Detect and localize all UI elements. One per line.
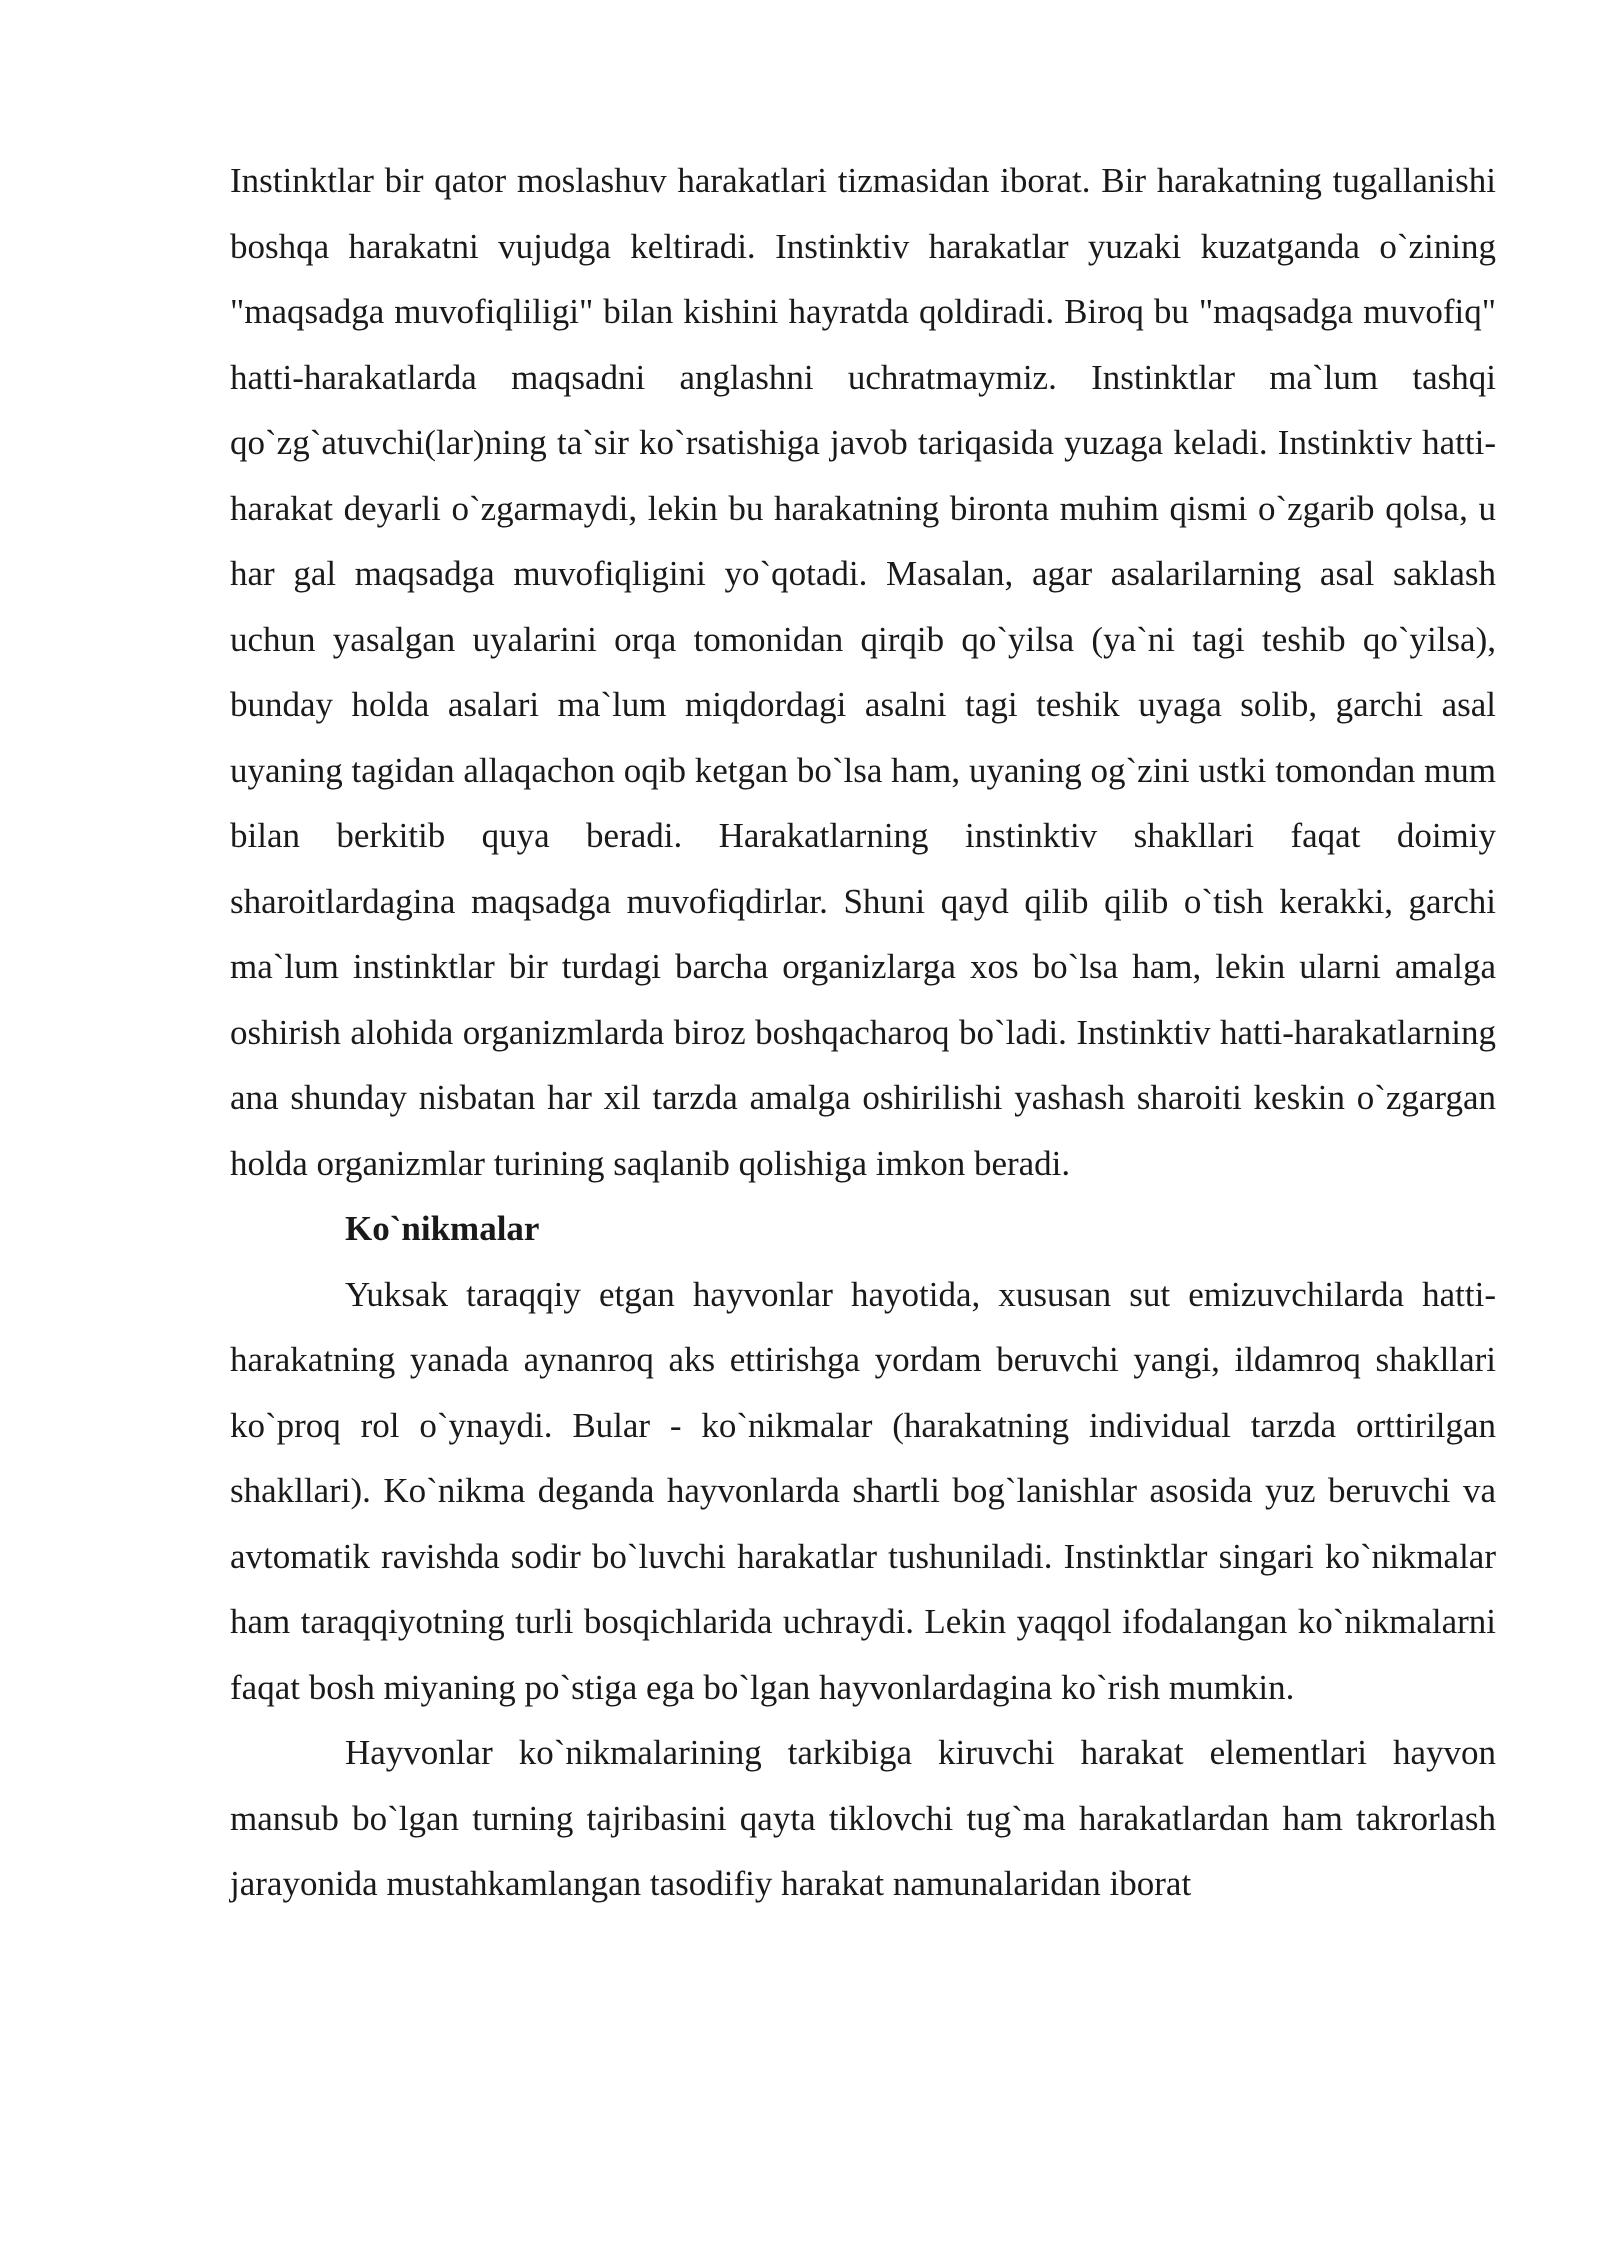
paragraph-skills: Yuksak taraqqiy etgan hayvonlar hayotida, xususan sut emizuvchilarda hatti-harakatning yanada aynanroq aks ettirishga yordam beruvchi yangi, ildamroq shakllari ko`proq rol o`ynaydi. Bular - ko`nikmalar (harakatning individual tarzda orttirilgan shakllari). Ko`nikma deganda hayvonlarda shartli bog`lanishlar asosida yuz beruvchi va avtomatik ravishda sodir bo`luvchi harakatlar tushuniladi. Instinktlar singari ko`nikmalar ham taraqqiyotning turli bosqichlarida uchraydi. Lekin yaqqol ifodalangan ko`nikmalarni faqat bosh miyaning po`stiga ega bo`lgan hayvonlardagina ko`rish mumkin.: [230, 1274, 1496, 1707]
section-heading-skills: Ko`nikmalar: [345, 1209, 540, 1248]
paragraph-instincts: Instinktlar bir qator moslashuv harakatlari tizmasidan iborat. Bir harakatning tugallanishi boshqa harakatni vujudga keltiradi. Instinktiv harakatlar yuzaki kuzatganda o`zining "maqsadga muvofiqliligi" bilan kishini hayratda qoldiradi. Biroq bu "maqsadga muvofiq" hatti-harakatlarda maqsadni anglashni uchratmaymiz. Instinktlar ma`lum tashqi qo`zg`atuvchi(lar)ning ta`sir ko`rsatishiga javob tariqasida yuzaga keladi. Instinktiv hatti-harakat deyarli o`zgarmaydi, lekin bu harakatning bironta muhim qismi o`zgarib qolsa, u har gal maqsadga muvofiqligini yo`qotadi. Masalan, agar asalarilarning asal saklash uchun yasalgan uyalarini orqa tomonidan qirqib qo`yilsa (ya`ni tagi teshib qo`yilsa), bunday holda asalari ma`lum miqdordagi asalni tagi teshik uyaga solib, garchi asal uyaning tagidan allaqachon oqib ketgan bo`lsa ham, uyaning og`zini ustki tomondan mum bilan berkitib quya beradi. Harakatlarning instinktiv shakllari faqat doimiy sharoitlardagina maqsadga muvofiqdirlar. Shuni qayd qilib qilib o`tish kerakki, garchi ma`lum instinktlar bir turdagi barcha organizlarga xos bo`lsa ham, lekin ularni amalga oshirish alohida organizmlarda biroz boshqacharoq bo`ladi. Instinktiv hatti-harakatlarning ana shunday nisbatan har xil tarzda amalga oshirilishi yashash sharoiti keskin o`zgargan holda organizmlar turining saqlanib qolishiga imkon beradi.: [230, 161, 1496, 1183]
paragraph-skill-elements: Hayvonlar ko`nikmalarining tarkibiga kiruvchi harakat elementlari hayvon mansub bo`lgan turning tajribasini qayta tiklovchi tug`ma harakatlardan ham takrorlash jarayonida mustahkamlangan tasodifiy harakat namunalaridan iborat: [230, 1733, 1496, 1903]
document-page: [230, 148, 1496, 1917]
